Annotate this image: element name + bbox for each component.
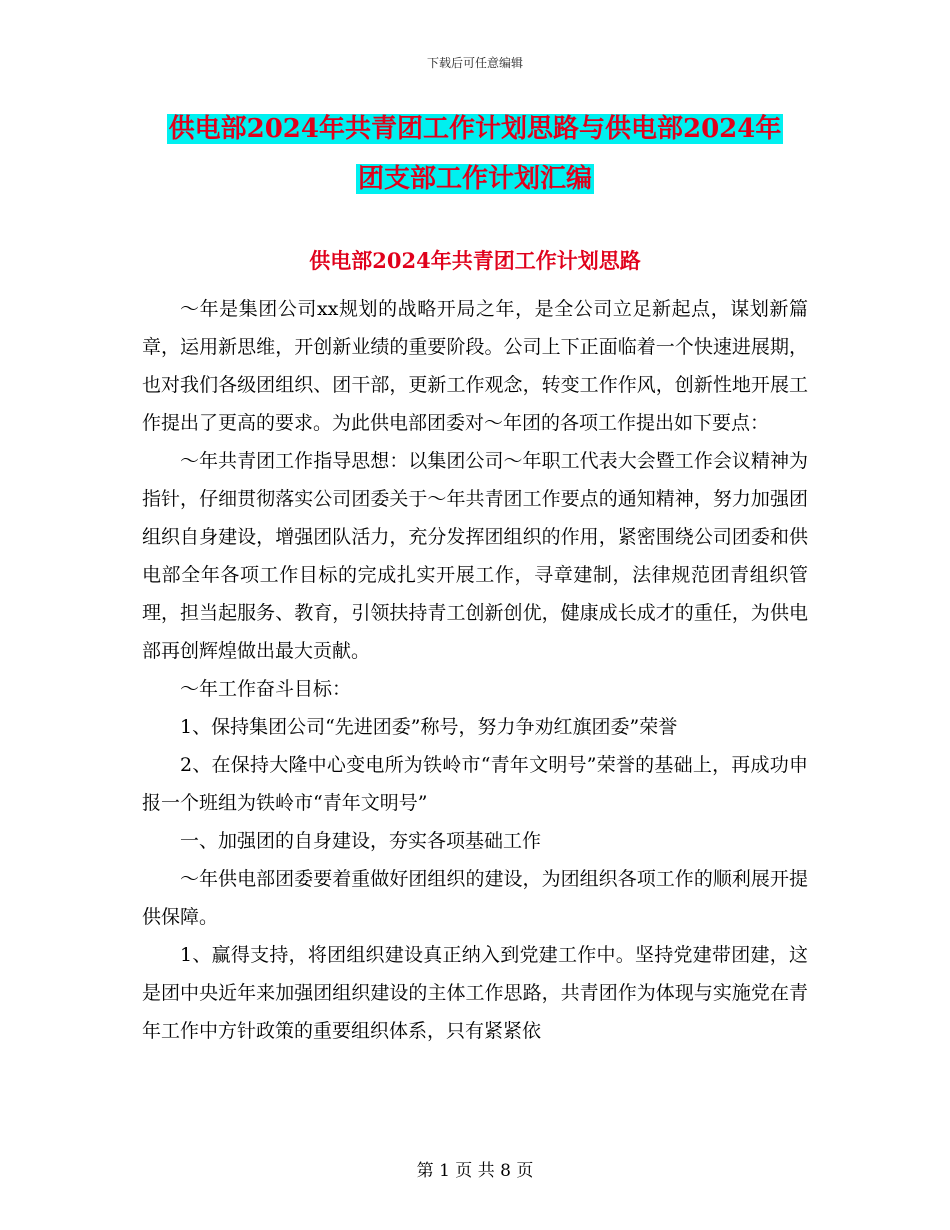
section-title: 供电部2024年共青团工作计划思路: [309, 248, 641, 273]
page-footer: 第 1 页 共 8 页: [416, 1161, 534, 1181]
paragraph: ～年供电部团委要着重做好团组织的建设，为团组织各项工作的顺利展开提供保障。: [142, 868, 808, 928]
header-note: 下载后可任意编辑: [426, 56, 523, 70]
paragraph: 一、加强团的自身建设，夯实各项基础工作: [180, 830, 542, 852]
paragraph: 1、保持集团公司“先进团委”称号，努力争劝红旗团委”荣誉: [180, 716, 678, 738]
paragraph: ～年是集团公司xx规划的战略开局之年，是全公司立足新起点，谋划新篇章，运用新思维，开创新业绩的重要阶段。公司上下正面临着一个快速进展期，也对我们各级团组织、团干部，更新工作观念，转变工作作风，创新性地开展工作提出了更高的要求。为此供电部团委对～年团的各项工作提出如下要点：: [142, 298, 808, 434]
paragraph: ～年工作奋斗目标：: [180, 678, 352, 700]
paragraph: ～年共青团工作指导思想：以集团公司～年职工代表大会暨工作会议精神为指针，仔细贯彻落实公司团委关于～年共青团工作要点的通知精神，努力加强团组织自身建设，增强团队活力，充分发挥团组织的作用，紧密围绕公司团委和供电部全年各项工作目标的完成扎实开展工作，寻章建制，法律规范团青组织管理，担当起服务、教育，引领扶持青工创新创优，健康成长成才的重任，为供电部再创辉煌做出最大贡献。: [142, 450, 808, 662]
title-line-1: 供电部2024年共青团工作计划思路与供电部2024年: [168, 114, 782, 144]
body-text: [142, 290, 808, 1050]
paragraph: 1、赢得支持，将团组织建设真正纳入到党建工作中。坚持党建带团建，这是团中央近年来加强团组织建设的主体工作思路，共青团作为体现与实施党在青年工作中方针政策的重要组织体系，只有紧紧依: [142, 944, 808, 1042]
paragraph: 2、在保持大隆中心变电所为铁岭市“青年文明号”荣誉的基础上，再成功申报一个班组为铁岭市“青年文明号”: [142, 754, 808, 814]
document-title: [0, 104, 950, 204]
title-line-2: 团支部工作计划汇编: [357, 164, 592, 194]
